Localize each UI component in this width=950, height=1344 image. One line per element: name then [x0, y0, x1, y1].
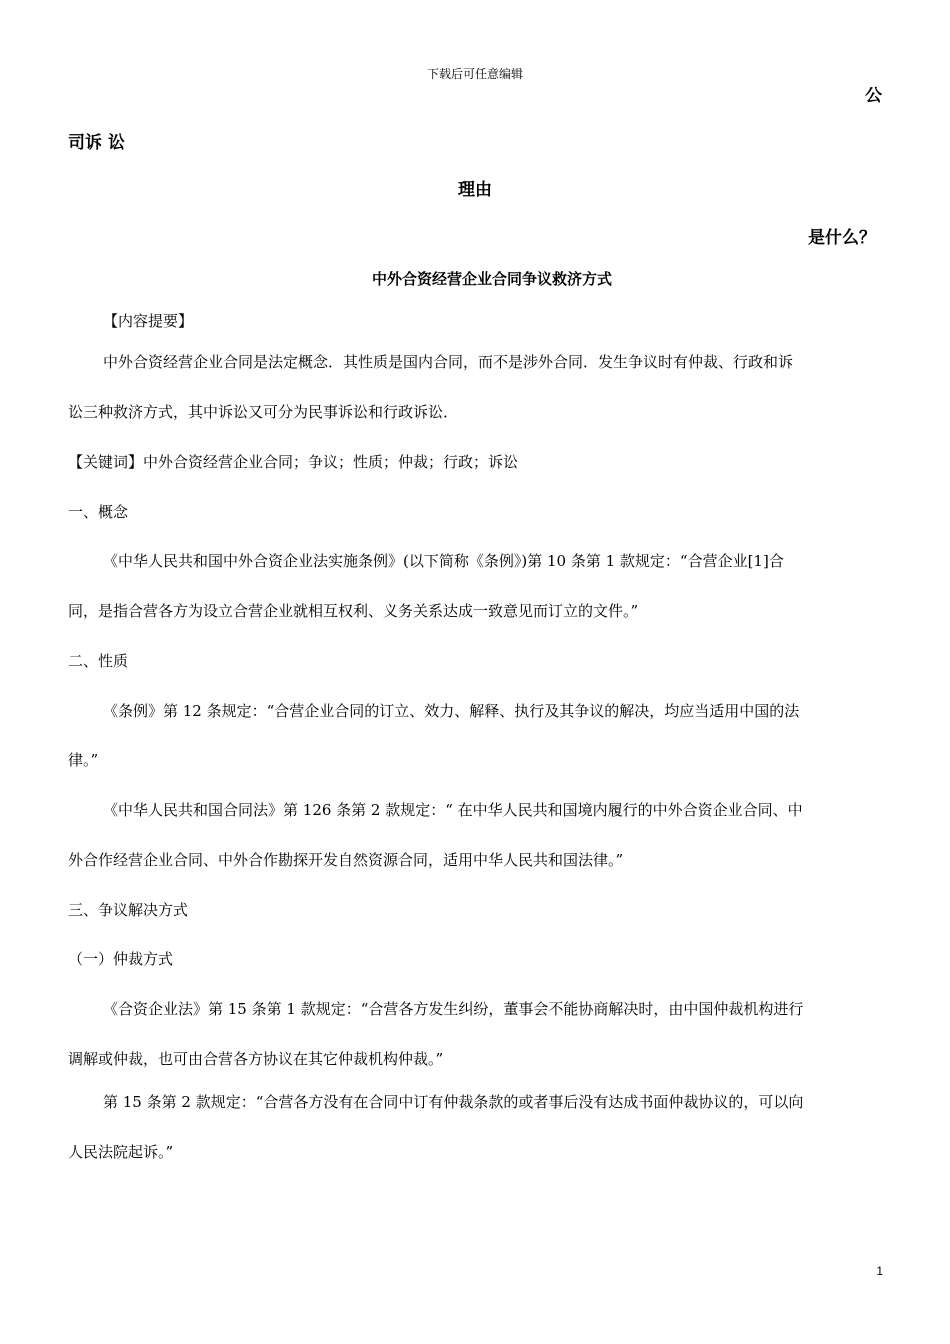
- section-3-heading: 三、争议解决方式: [68, 901, 189, 919]
- document-title: 中外合资经营企业合同争议救济方式: [371, 270, 612, 288]
- section-1-line-1: 《中华人民共和国中外合资企业法实施条例》(以下简称《条例》)第 10 条第 1 款规定：“合营企业[1]合: [103, 552, 784, 570]
- title-fragment-1: 公: [865, 86, 882, 106]
- section-2-p2-line-1: 《中华人民共和国合同法》第 126 条第 2 款规定：“ 在中华人民共和国境内履行的中外合资企业合同、中: [103, 801, 803, 819]
- section-2-p2-line-2: 外合作经营企业合同、中外合作勘探开发自然资源合同，适用中华人民共和国法律。”: [68, 851, 624, 869]
- page-header-note: 下载后可任意编辑: [426, 67, 523, 81]
- summary-heading: 【内容提要】: [103, 312, 194, 330]
- section-1-line-2: 同，是指合营各方为设立合营企业就相互权利、义务关系达成一致意见而订立的文件。”: [68, 602, 639, 620]
- title-fragment-4: 是什么？: [808, 228, 876, 248]
- section-2-heading: 二、性质: [68, 652, 129, 670]
- section-2-p1-line-2: 律。”: [68, 751, 99, 769]
- keywords-line: 【关键词】中外合资经营企业合同；争议；性质；仲裁；行政；诉讼: [68, 453, 519, 471]
- subsection-1-p2-line-1: 第 15 条第 2 款规定：“合营各方没有在合同中订有仲裁条款的或者事后没有达成书面仲裁协议的，可以向: [103, 1093, 804, 1111]
- summary-line-2: 讼三种救济方式，其中诉讼又可分为民事诉讼和行政诉讼．: [68, 403, 459, 421]
- subsection-1-p1-line-2: 调解或仲裁，也可由合营各方协议在其它仲裁机构仲裁。”: [68, 1050, 444, 1068]
- subsection-1-heading: （一）仲裁方式: [68, 950, 174, 968]
- page-number: 1: [876, 1264, 883, 1278]
- summary-line-1: 中外合资经营企业合同是法定概念．其性质是国内合同，而不是涉外合同．发生争议时有仲裁、行政和诉: [103, 353, 794, 371]
- subsection-1-p1-line-1: 《合资企业法》第 15 条第 1 款规定：“合营各方发生纠纷，董事会不能协商解决时，由中国仲裁机构进行: [103, 1000, 804, 1018]
- subsection-1-p2-line-2: 人民法院起诉。”: [68, 1143, 174, 1161]
- section-1-heading: 一、概念: [68, 503, 129, 521]
- section-2-p1-line-1: 《条例》第 12 条规定：“合营企业合同的订立、效力、解释、执行及其争议的解决，均应当适用中国的法: [103, 702, 800, 720]
- title-fragment-2: 司诉 讼: [68, 133, 125, 153]
- title-fragment-3: 理由: [458, 180, 492, 200]
